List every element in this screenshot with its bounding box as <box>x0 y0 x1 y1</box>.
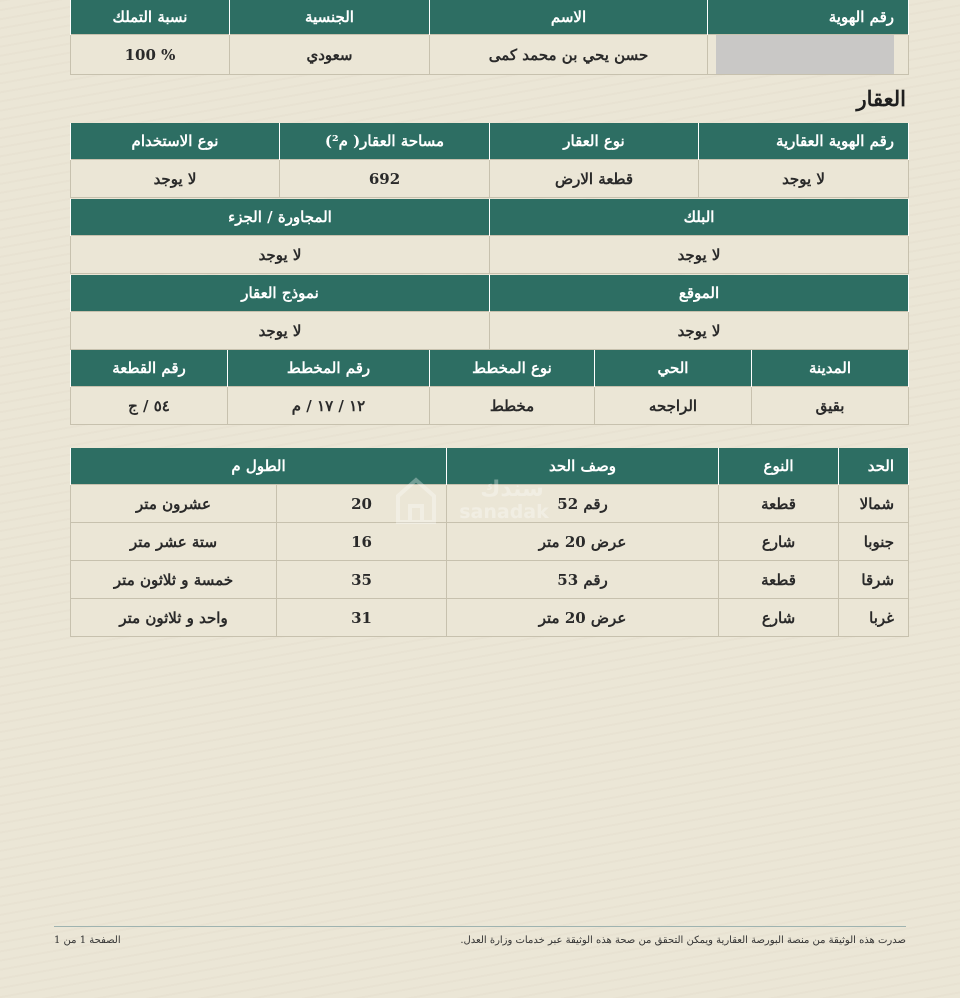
length-text-cell: واحد و ثلاثون متر <box>71 599 277 637</box>
table-row <box>71 523 909 561</box>
header-property-type: نوع العقار <box>490 123 699 160</box>
property-id-value: لا يوجد <box>699 160 909 198</box>
property-main-table <box>70 123 909 198</box>
type-cell: قطعة <box>719 485 839 523</box>
property-model-value: لا يوجد <box>71 312 490 350</box>
header-plot-number: رقم القطعة <box>71 350 228 387</box>
description-cell: رقم 52 <box>447 485 719 523</box>
block-table <box>70 199 909 274</box>
side-cell: غربا <box>839 599 909 637</box>
svg-text:sanadak: sanadak <box>459 501 549 523</box>
location-table <box>70 275 909 350</box>
header-property-model: نموذج العقار <box>71 275 490 312</box>
city-value: بقيق <box>752 387 909 425</box>
table-row <box>71 561 909 599</box>
header-side: الحد <box>839 448 909 485</box>
length-text-cell: عشرون متر <box>71 485 277 523</box>
header-length: الطول م <box>71 448 447 485</box>
svg-text:سندك: سندك <box>480 477 544 502</box>
header-property-id: رقم الهوية العقارية <box>699 123 909 160</box>
plot-number-value: ٥٤ / ج <box>71 387 228 425</box>
footer-divider <box>54 926 906 927</box>
owner-id-cell <box>708 35 909 75</box>
property-section-title: العقار <box>856 86 906 111</box>
header-id: رقم الهوية <box>708 0 909 35</box>
block-value: لا يوجد <box>490 236 909 274</box>
district-value: الراجحه <box>595 387 752 425</box>
header-description: وصف الحد <box>447 448 719 485</box>
header-plan-type: نوع المخطط <box>430 350 595 387</box>
owner-ownership: 100 % <box>71 35 230 75</box>
side-cell: شرقا <box>839 561 909 599</box>
length-text-cell: خمسة و ثلاثون متر <box>71 561 277 599</box>
owner-nationality: سعودي <box>230 35 430 75</box>
header-district: الحي <box>595 350 752 387</box>
description-cell: رقم 53 <box>447 561 719 599</box>
sanadak-watermark-logo <box>392 468 582 528</box>
side-cell: جنوبا <box>839 523 909 561</box>
length-number-cell: 35 <box>277 561 447 599</box>
header-neighborhood-part: المجاورة / الجزء <box>71 199 490 236</box>
side-cell: شمالا <box>839 485 909 523</box>
page-number: الصفحة 1 من 1 <box>54 935 121 946</box>
property-type-value: قطعة الارض <box>490 160 699 198</box>
description-cell: عرض 20 متر <box>447 599 719 637</box>
header-city: المدينة <box>752 350 909 387</box>
owner-table-header <box>71 0 909 35</box>
type-cell: شارع <box>719 599 839 637</box>
header-ownership: نسبة التملك <box>71 0 230 35</box>
header-usage-type: نوع الاستخدام <box>71 123 280 160</box>
redacted-id <box>716 35 894 74</box>
owner-table <box>70 0 909 75</box>
property-area-value: 692 <box>280 160 490 198</box>
header-plan-number: رقم المخطط <box>228 350 430 387</box>
description-cell: عرض 20 متر <box>447 523 719 561</box>
header-property-area: مساحة العقار( م²) <box>280 123 490 160</box>
neighborhood-part-value: لا يوجد <box>71 236 490 274</box>
city-table <box>70 350 909 425</box>
plan-type-value: مخطط <box>430 387 595 425</box>
usage-type-value: لا يوجد <box>71 160 280 198</box>
length-text-cell: ستة عشر متر <box>71 523 277 561</box>
header-block: البلك <box>490 199 909 236</box>
footer-note: صدرت هذه الوثيقة من منصة البورصة العقارية ويمكن التحقق من صحة هذه الوثيقة عبر خدمات وزارة العدل. <box>460 935 906 946</box>
length-number-cell: 16 <box>277 523 447 561</box>
type-cell: قطعة <box>719 561 839 599</box>
length-number-cell: 31 <box>277 599 447 637</box>
plan-number-value: ١٢ / ١٧ / م <box>228 387 430 425</box>
header-nationality: الجنسية <box>230 0 430 35</box>
table-row <box>71 599 909 637</box>
owner-row <box>71 35 909 75</box>
location-value: لا يوجد <box>490 312 909 350</box>
header-name: الاسم <box>430 0 708 35</box>
type-cell: شارع <box>719 523 839 561</box>
length-number-cell: 20 <box>277 485 447 523</box>
header-location: الموقع <box>490 275 909 312</box>
owner-name: حسن يحي بن محمد كمى <box>430 35 708 75</box>
header-type: النوع <box>719 448 839 485</box>
